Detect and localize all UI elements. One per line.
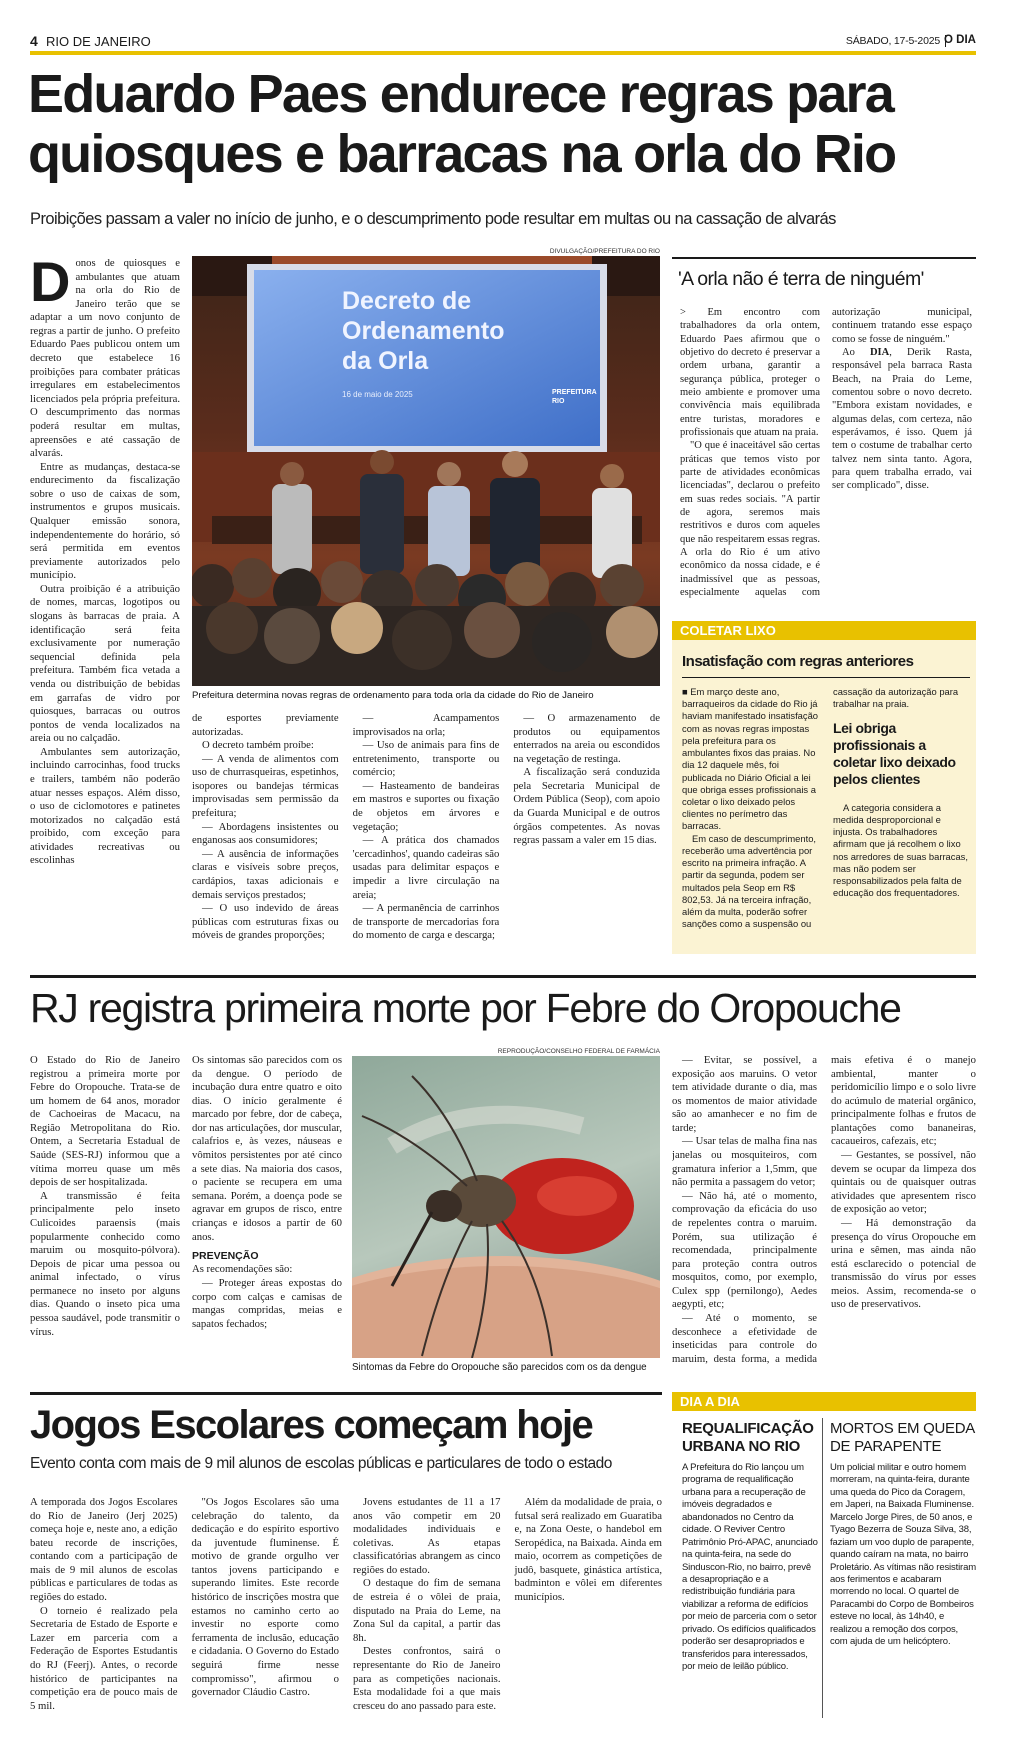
photo-mosquito: [352, 1056, 660, 1358]
sidebar-quote-p3-post: , Derik Rasta, responsável pela barraca Rasta Beach, na Praia do Leme, comentou sobre o novo decreto. "Embora existam novidades, e algumas delas, com certeza, não esperávamos, é isso. Quem já tem o costume de trabalhar certo talvez nem sinta tanto. Agora, para quem trabalha errado, vai ser complicado", disse.: [832, 346, 972, 492]
photo-screen-title: Decreto de Ordenamento da Orla: [342, 287, 505, 375]
sidebar-coletar-pullquote: Lei obriga profissionais a coletar lixo deixado pelos clientes: [833, 720, 956, 787]
story-3-p5: O destaque do fim de semana de estreia é o vôlei de praia, disputado na Praia do Leme, na Zona Sul da capital, a partir das 8h.: [353, 1577, 501, 1644]
story-3-p1: A temporada dos Jogos Escolares do Rio de Janeiro (Jerj 2025) começa hoje e, neste ano, a edição bateu recorde de inscrições, contando com a participação de mais de 9 mil alunos de escolas públicas e particulares de todas as regiões do estado.: [30, 1496, 178, 1604]
story-2-list-6: — Há demonstração da presença do vírus Oropouche em urina e sêmen, mas ainda não está esclarecido o potencial de transmissão do vírus por esses meios. Assim, recomenda-se o uso de preservativos.: [831, 1216, 976, 1311]
story-1-p4-cont: de esportes previamente autorizadas.: [192, 712, 339, 738]
page-date: SÁBADO, 17-5-2025: [845, 35, 940, 47]
story-1-list-6: — Hasteamento de bandeiras em mastros e suportes ou fixação de objetos em árvores e vegetação;: [352, 779, 500, 833]
dia-a-dia-divider: [822, 1418, 823, 1718]
subhead-1: Proibições passam a valer no início de junho, e o descumprimento pode resultar em multas ou na cassação de alvarás: [30, 210, 836, 228]
story-1-list-9: — O armazenamento de produtos ou equipamentos enterrados na areia ou escondidos na vegetação de restinga.: [513, 712, 660, 765]
photo-screen-logo: PREFEITURA RIO: [552, 389, 597, 405]
sidebar-quote-title: 'A orla não é terra de ninguém': [678, 268, 924, 290]
story-1-list-1: — Abordagens insistentes ou enganosas aos consumidores;: [192, 820, 339, 847]
sidebar-coletar-rule: [682, 677, 970, 678]
story-1-p1: onos de quiosques e ambulantes que atuam na orla do Rio de Janeiro terão que se adaptar a um novo conjunto de regras a partir de junho. O prefeito Eduardo Paes publicou ontem um decreto que estabelece 16 proibições para combater práticas irregulares em estabelecimentos licenciados pela própria prefeitura. O descumprimento das normas poderá resultar em multas, apreensões e até cassação de alvarás.: [30, 257, 180, 460]
dia-a-dia-right-title: MORTOS EM QUEDA DE PARAPENTE: [830, 1420, 975, 1455]
story-1-list-5: — Uso de animais para fins de entretenimento, transporte ou comércio;: [352, 739, 500, 779]
story-1-last: A fiscalização será conduzida pela Secretaria Municipal de Ordem Pública (Seop), com apoio da Guarda Municipal e de outros órgãos competentes. As novas regras passam a valer em 15 dias.: [513, 766, 660, 847]
story-2-list-0: — Proteger áreas expostas do corpo com calças e camisas de mangas compridas, meias e sapatos fechados;: [192, 1277, 342, 1330]
sidebar-coletar-p1: ■ Em março deste ano, barraqueiros da cidade do Rio já haviam manifestado insatisfação com as novas regras impostas pela prefeitura para os ambulantes fixos das praias. No dia 12 daquele mês, foi publicada no Diário Oficial a lei que obriga esses profissionais a coletar o lixo deixado pelos clientes no perímetro das barracas.: [682, 686, 819, 832]
sidebar-coletar-body: [682, 686, 972, 948]
sidebar-quote-top-rule: [672, 257, 976, 259]
dia-a-dia-right-text: Um policial militar e outro homem morreram, na quinta-feira, durante uma queda do Pico da Coragem, em Japeri, na Baixada Fluminense. Marcelo Jorge Pires, de 50 anos, e Tyago Bezerra de Souza Silva, 38, faziam um voo duplo de parapente, quando caíram na mata, no bairro Proletário. As vítimas não resistiram aos ferimentos e acabaram morrendo no local. O quartel de Paracambi do Corpo de Bombeiros esteve no local, às 14h40, e realizou a remoção dos corpos, com ajuda de um helicóptero.: [830, 1462, 976, 1648]
dia-a-dia-kicker: DIA A DIA: [672, 1392, 976, 1411]
story-3-p6: Destes confrontos, sairá o representante do Rio de Janeiro para as competições nacionais. Esta modalidade foi a que mais cresceu do ano passado para este.: [353, 1645, 501, 1712]
photo-caption-2: Sintomas da Febre do Oropouche são parecidos com os da dengue: [352, 1362, 647, 1373]
story-1-list-2: — A ausência de informações claras e visíveis sobre preços, cardápios, taxas adicionais e demais serviços prestados;: [192, 847, 339, 901]
dia-a-dia-left-text: A Prefeitura do Rio lançou um programa de requalificação urbana para a recuperação de imóveis degradados e abandonados no Centro da cidade. O Reviver Centro Patrimônio Pró-APAC, anunciado na quinta-feira, na sede do Sinduscon-Rio, no bairro, prevê a desapropriação e a redistribuição fundiária para viabilizar a reforma de edifícios por meio de parceria com o setor privado. Os edifícios qualificados poderão ser desapropriados e transferidos para interessados, por meio de leilão público.: [682, 1462, 818, 1672]
story-1-list-0: — A venda de alimentos com uso de churrasqueiras, espetinhos, isopores ou bandejas térmicas improvisadas sem permissão da prefeitura;: [192, 752, 339, 820]
photo-screen-date: 16 de maio de 2025: [342, 390, 413, 399]
story-2-list-1: — Evitar, se possível, a exposição aos maruins. O vetor tem atividade durante o dia, mas os momentos de maior atividade são ao amanhecer e no fim de tarde;: [672, 1054, 817, 1134]
photo-credit-1: DIVULGAÇÃO/PREFEITURA DO RIO: [549, 248, 660, 255]
newspaper-name: O DIA: [944, 34, 976, 46]
story-3-p4: Jovens estudantes de 11 a 17 anos vão competir em 20 modalidades individuais e coletivas. As etapas classificatórias abrangem as cinco regiões do estado.: [353, 1496, 501, 1576]
story-1-cols-under-photo: [192, 712, 660, 953]
story-1-list-7: — A prática dos chamados 'cercadinhos', quando cadeiras são usadas para delimitar espaços e impedir a livre circulação na areia;: [352, 834, 500, 901]
story-2-list-3: — Não há, até o momento, comprovação da eficácia do uso de repelentes contra o maruim. Porém, sua utilização é recomendada, principalmente para proteção contra outros mosquitos, como, por exemplo, Culex spp (pernilongo), Aedes aegypti, etc;: [672, 1189, 817, 1311]
story-3-p2: O torneio é realizado pela Secretaria de Estado de Esporte e Lazer em parceria com a Federação de Esportes Estudantis do RJ (Feerj). Antes, o recorde histórico de participantes na competição era de pouco mais de 5 mil.: [30, 1604, 178, 1712]
sidebar-quote-p3-bold: DIA: [869, 346, 890, 358]
story-1-list-3: — O uso indevido de áreas públicas com estruturas fixas ou móveis de grandes proporções;: [192, 902, 339, 942]
sidebar-quote-p2: "O que é inaceitável são certas práticas que temos visto por parte de atividades econômicas licenciadas", declarou o prefeito em suas redes sociais. "A partir de agora, seremos mais restritivos e duros com aqueles que não respeitarem essas regras. A orla do Rio é um ativo econômico da nossa cidade, e é inadmissível que as pessoas, especialmente aquelas com autorização municipal, continuem tratando esse espaço como se fosse de ninguém.": [680, 307, 972, 598]
story-1-col-1: [30, 257, 180, 953]
story-2-p3: Os sintomas são parecidos com os da dengue. O período de incubação dura entre quatro e oito dias. O início geralmente é marcado por febre, dor de cabeça, dor nas articulações, dor muscular, calafrios e, às vezes, náuseas e vômitos persistentes por até cinco a sete dias. Na maioria dos casos, o paciente se recupera em uma semana. Porém, a doença pode se agravar em grupos de risco, entre crianças e idosos a partir de 60 anos.: [192, 1054, 342, 1243]
sidebar-coletar-p3: A categoria considera a medida desproporcional e injusta. Os trabalhadores afirmam que já recolhem o lixo nos arredores de suas barracas, mas não podem ser responsabilizados pela falta de educação dos frequentadores.: [833, 801, 968, 899]
story-3-p3: "Os Jogos Escolares são uma celebração do talento, da dedicação e do espírito esportivo da juventude fluminense. É motivo de grande orgulho ver tantos jovens participando e superando limites. Este recorde histórico de inscrições mostra que estamos no caminho certo ao investir no esporte como ferramenta de inclusão, educação e cidadania. O Governo do Estado seguirá firme nesse compromisso", afirmou o governador Cláudio Castro.: [191, 1496, 339, 1699]
photo-caption-1: Prefeitura determina novas regras de ordenamento para toda orla da cidade do Rio de Janeiro: [192, 690, 594, 701]
section-name: RIO DE JANEIRO: [46, 34, 151, 49]
story-2-p4: As recomendações são:: [192, 1263, 293, 1276]
story-1-p5: O decreto também proíbe:: [202, 739, 314, 752]
story-3-p7: Além da modalidade de praia, o futsal será realizado em Guaratiba e, na Zona Oeste, o handebol em Seropédica, na Baixada. Ainda em maio, ocorrem as competições de judô, basquete, ginástica artística, badminton e vôlei em diferentes municípios.: [514, 1496, 662, 1604]
headline-1-line-1: Eduardo Paes endurece regras para: [28, 64, 894, 124]
headline-2: RJ registra primeira morte por Febre do Oropouche: [30, 985, 901, 1031]
sidebar-quote-p3-pre: Ao: [842, 346, 870, 358]
mosquito-illustration: [352, 1056, 660, 1358]
story-2-cols-3-4: [672, 1054, 976, 1374]
story-2-list-2: — Usar telas de malha fina nas janelas ou mosquiteiros, com gramatura inferior a 1,5mm, que não permita a passagem do vetor;: [672, 1135, 817, 1189]
subhead-3: Evento conta com mais de 9 mil alunos de escolas públicas e particulares de todo o estado: [30, 1455, 612, 1472]
story-2-p1: O Estado do Rio de Janeiro registrou a primeira morte por Febre do Oropouche. Trata-se de um homem de 64 anos, morador de Cachoeiras de Macacu, na Região Metropolitana do Rio. Ontem, a Secretaria Estadual de Saúde (SES-RJ) informou que a vítima morreu quase um mês depois de ser hospitalizada.: [30, 1054, 180, 1189]
story-1-list-4: — Acampamentos improvisados na orla;: [352, 712, 500, 738]
story-3-body: [30, 1496, 662, 1724]
headline-3: Jogos Escolares começam hoje: [30, 1403, 593, 1447]
photo-credit-2: REPRODUÇÃO/CONSELHO FEDERAL DE FARMÁCIA: [497, 1048, 660, 1055]
story-3-top-rule: [30, 1392, 662, 1395]
photo-decreto: [192, 256, 660, 686]
story-2-top-rule: [30, 975, 976, 978]
sidebar-coletar-kicker: COLETAR LIXO: [672, 621, 976, 640]
page-header: [30, 33, 976, 49]
story-2-col-1: [30, 1054, 180, 1374]
story-2-list-5: — Gestantes, se possível, não devem se ocupar da limpeza dos quintais ou de quaisquer outras atividades que apresentem risco de exposição ao vetor;: [831, 1149, 976, 1216]
dia-a-dia-left-title: REQUALIFICAÇÃO URBANA NO RIO: [682, 1420, 814, 1455]
story-1-p3: Outra proibição é a atribuição de nomes, marcas, logotipos ou slogans às barracas de praia. A identificação será feita exclusivamente por numeração sequencial definida pela prefeitura. Também fica vetada a venda ou distribuição de bebidas em garrafas de vidro por quiosques, barracas ou outros pontos de venda localizados na areia ou no calçadão.: [30, 582, 180, 745]
sidebar-coletar-p2: Em caso de descumprimento, receberão uma advertência por escrito na primeira infração. A partir da segunda, podem ser multados pela Seop em R$ 802,53. Já na terceira infração, além da multa, poderão sofrer sanções como a suspensão ou cassação da autorização para trabalhar na praia.: [682, 686, 959, 930]
story-2-subhead: PREVENÇÃO: [192, 1250, 259, 1263]
sidebar-quote-p1: > Em encontro com trabalhadores da orla ontem, Eduardo Paes afirmou que o objetivo do decreto é preservar a ordem urbana, garantir a segurança pública, proteger o meio ambiente e promover uma convivência mais equilibrada entre turistas, moradores e profissionais que atuam na praia.: [680, 307, 820, 438]
story-1-list-8: — A permanência de carrinhos de transporte de mercadorias fora do momento de carga e descarga;: [352, 902, 500, 942]
story-1-p2: Entre as mudanças, destaca-se endurecimento da fiscalização sobre o uso de caixas de som, instrumentos e grupos musicais. Qualquer emissão sonora, independentemente do horário, só será permitida em eventos previamente autorizados pelo município.: [30, 460, 180, 582]
headline-1-line-2: quiosques e barracas na orla do Rio: [28, 124, 896, 184]
page-number: 4: [30, 33, 38, 49]
story-2-p2: A transmissão é feita principalmente pelo inseto Culicoides paraensis (mais popularmente conhecido como maruim ou mosquito-pólvora). Depois de picar uma pessoa ou animal infectado, o vírus permanece no inseto por alguns dias. Quando o inseto pica uma pessoa saudável, pode transmitir o vírus.: [30, 1189, 180, 1338]
header-rule: [30, 51, 976, 55]
story-1-p4: Ambulantes sem autorização, incluindo carrocinhas, food trucks e trailers, também não poderão atuar nesses espaços. Além disso, o uso de ciclomotores e patinetes motorizados no calçadão está proibido, com exceção para atividades recreativas ou escolinhas: [30, 745, 180, 867]
story-2-col-2: [192, 1054, 342, 1374]
drop-cap: D: [30, 257, 71, 313]
story-2-list-4: — Até o momento, se desconhece a efetividade de inseticidas para controle do maruim, desta forma, a medida mais efetiva é o manejo ambiental, manter o peridomicílio limpo e o solo livre do acúmulo de material orgânico, principalmente folhas e frutos de plantações como bananeiras, cacaueiros, cafezais, etc;: [672, 1054, 976, 1365]
headline-1: [28, 64, 988, 184]
sidebar-coletar-title: Insatisfação com regras anteriores: [682, 653, 914, 670]
sidebar-quote-body: [680, 306, 972, 606]
